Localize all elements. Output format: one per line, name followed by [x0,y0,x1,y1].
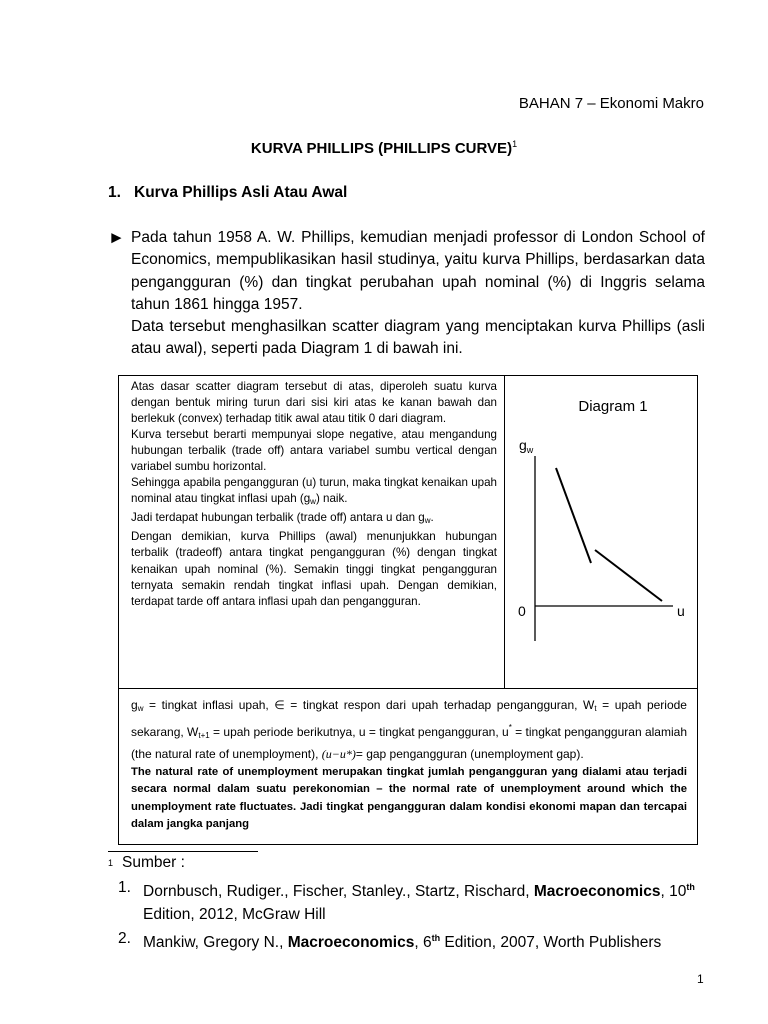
explanation-p3: Sehingga apabila pengangguran (u) turun, maka tingkat kenaikan upah nominal atau tingkat inflasi upah $(g_w)$ naik. [131,476,497,507]
reference-list [118,876,718,955]
footnote-separator [108,851,258,852]
table-divider-horizontal [119,688,697,689]
document-header: BAHAN 7 – Ekonomi Makro [518,95,704,112]
reference-item: 1. Dornbusch, Rudiger., Fischer, Stanley., Startz, Rischard, Macroeconomics, 10th Edition, 2012, McGraw Hill [118,879,695,924]
intro-paragraph-2: Data tersebut menghasilkan scatter diagram yang menciptakan kurva Phillips (asli atau awal), seperti pada Diagram 1 di bawah ini. [131,318,705,358]
reference-item: 2. Mankiw, Gregory N., Macroeconomics, 6th Edition, 2007, Worth Publishers [118,930,662,952]
explanation-p4: Jadi terdapat hubungan terbalik (trade off) antara u dan $g_w$. [131,511,434,526]
phillips-curve-diagram [505,376,698,687]
section-title: Kurva Phillips Asli Atau Awal [134,184,348,201]
x-axis-label: u [677,603,685,619]
curve-segment-flat [595,550,662,601]
gap-expression: (u−u*) [321,747,356,762]
title-text: KURVA PHILLIPS (PHILLIPS CURVE) [250,140,513,157]
footnote-marker: 1 [108,858,114,868]
curve-segment-steep [556,468,591,563]
definitions-cell [131,696,687,834]
explanation-p1: Atas dasar scatter diagram tersebut di atas, diperoleh suatu kurva dengan bentuk miring turun dari sisi kiri atas ke kanan bawah dan berlekuk (convex) terhadap titik awal atau titik 0 dari diagram. [131,380,497,426]
bullet-arrow-icon: ► [108,228,125,247]
section-heading [108,184,347,202]
page-number: 1 [697,972,704,986]
definitions-text: $g_w$ = tingkat inflasi upah, ∈ = tingkat respon dari upah terhadap pengangguran, $W_t$ = upah periode sekarang, $W_{t+1}$ = upah periode berikutnya, u = tingkat pengangguran, u* = tingkat pengangguran alamiah (the natural rate of unemployment), (u−u*)= gap pengangguran (unemployment gap). [131,698,687,762]
title-footnote-ref[interactable]: 1 [512,139,518,149]
page-title [0,139,768,157]
y-axis-label: $g_w$ [519,437,534,455]
diagram-title: Diagram 1 [578,398,648,415]
footnote-heading: Sumber : [122,854,185,871]
intro-paragraph-1: Pada tahun 1958 A. W. Phillips, kemudian menjadi professor di London School of Economics, mempublikasikan hasil studinya, yaitu kurva Phillips, berdasarkan data pengangguran (%) dan tingkat perubahan upah nominal (%) di Inggris selama tahun 1861 hingga 1957. [131,229,705,313]
explanation-p2: Kurva tersebut berarti mempunyai slope negative, atau mengandung hubungan terbalik (trade off) antara variabel sumbu vertical dengan variabel sumbu horizontal. [131,428,497,474]
natural-rate-note: The natural rate of unemployment merupakan tingkat jumlah pengangguran yang dialami atau terjadi secara normal dalam suatu perekonomian – the normal rate of unemployment around which the unemployment rate fluctuates. Jadi tingkat pengangguran dalam kondisi ekonomi mapan dan tercapai dalam jangka panjang [131,765,687,831]
origin-label: 0 [518,603,526,619]
explanation-cell [131,379,497,610]
section-number: 1. [108,184,121,201]
explanation-table [118,375,698,845]
explanation-p5: Dengan demikian, kurva Phillips (awal) menunjukkan hubungan terbalik (tradeoff) antara tingkat pengangguran (%) dengan tingkat kenaikan upah nominal (%). Semakin tinggi tingkat pengangguran ternyata semakin rendah tingkat inflasi upah. Dengan demikian, terdapat tarde off antara inflasi upah dan pengangguran. [131,530,497,608]
